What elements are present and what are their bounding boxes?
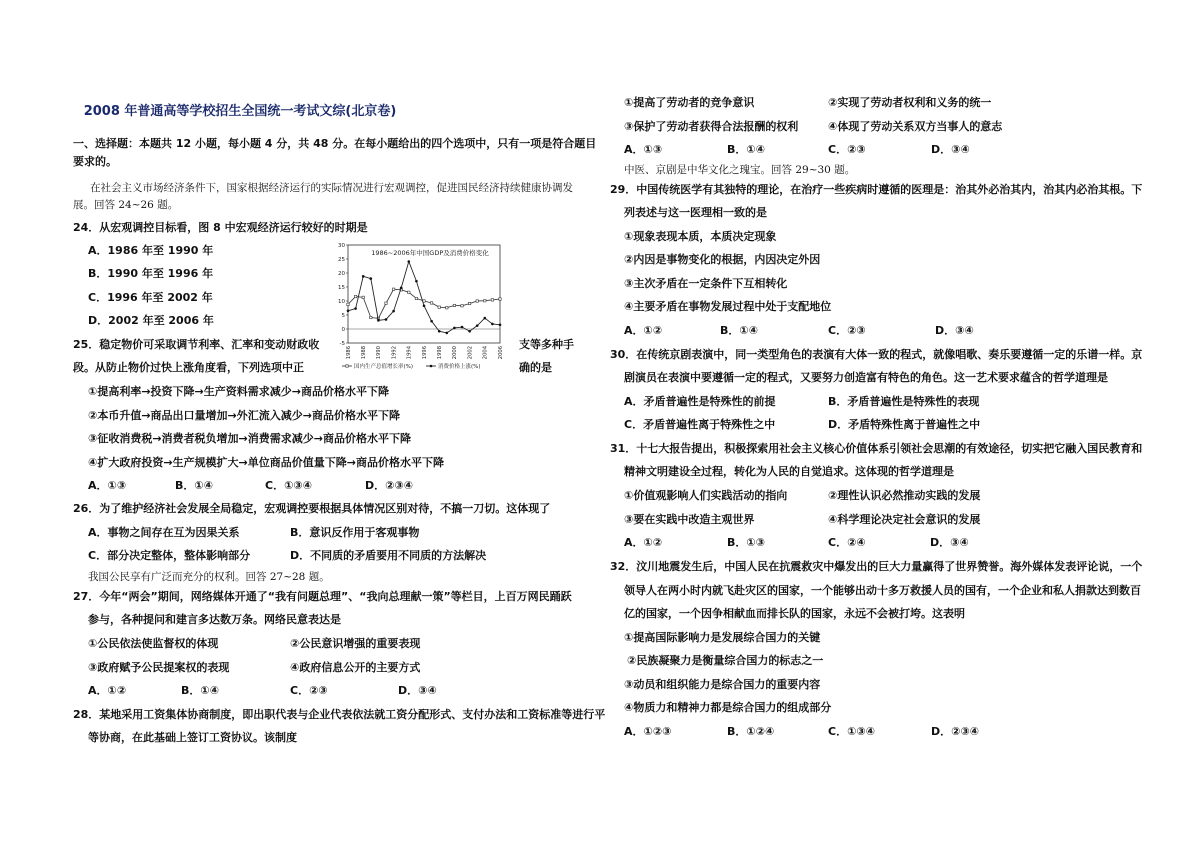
chart-y-tick-label: 15: [338, 285, 345, 291]
chart-point-series-1: [430, 302, 432, 304]
chart-x-tick-label: 1994: [406, 346, 413, 360]
q28-choice-c[interactable]: C．②③: [828, 143, 866, 156]
q31-choices: [624, 536, 1044, 550]
q30-option-c[interactable]: C．矛盾普遍性离于特殊性之中: [624, 418, 776, 431]
q32-stem-line1: 32．汶川地震发生后，中国人民在抗震救灾中爆发出的巨大力量赢得了世界赞誉。海外媒体发表评论说，一个: [610, 560, 1143, 573]
chart-point-series-1: [385, 302, 387, 304]
chart-point-series-2: [453, 327, 456, 330]
chart-point-series-1: [408, 291, 410, 293]
chart-legend-label-1: 国内生产总值增长率(%): [354, 364, 414, 370]
q32-item-3: ③动员和组织能力是综合国力的重要内容: [624, 678, 821, 691]
q31-item-4: ④科学理论决定社会意识的发展: [828, 513, 981, 526]
q26-option-a[interactable]: A．事物之间存在互为因果关系: [88, 526, 240, 539]
chart-point-series-1: [415, 297, 417, 299]
q29-choices: [624, 324, 1044, 338]
q26-option-d[interactable]: D．不同质的矛盾要用不同质的方法解决: [290, 549, 487, 562]
chart-y-tick-label: 20: [338, 271, 345, 277]
chart-y-tick-label: 5: [341, 313, 345, 319]
q25-choice-b[interactable]: B．①④: [175, 479, 214, 492]
chart-x-tick-label: 1988: [361, 346, 367, 360]
chart-point-series-2: [446, 332, 449, 335]
q32-choice-c[interactable]: C．①③④: [828, 725, 876, 738]
q27-item-2: ②公民意识增强的重要表现: [290, 637, 421, 650]
q25-item-2: ②本币升值→商品出口量增加→外汇流入减少→商品价格水平下降: [88, 409, 400, 422]
chart-point-series-2: [408, 260, 411, 263]
chart-point-series-2: [385, 318, 388, 321]
chart-point-series-2: [370, 277, 373, 280]
chart-y-tick-label: 10: [338, 299, 345, 305]
q26-stem: 26．为了维护经济社会发展全局稳定，宏观调控要根据具体情况区别对待，不搞一刀切。这体现了: [73, 502, 551, 515]
chart-x-tick-label: 1998: [437, 346, 443, 360]
q25-choice-d[interactable]: D．②③④: [365, 479, 414, 492]
q31-item-3: ③要在实践中改造主观世界: [624, 513, 755, 526]
q30-stem-line1: 30．在传统京剧表演中，同一类型角色的表演有大体一致的程式，就像唱歌、奏乐要遵循一定的乐谱一样。京: [610, 348, 1143, 361]
q32-item-4: ④物质力和精神力都是综合国力的组成部分: [624, 701, 832, 714]
q30-option-b[interactable]: B．矛盾普遍性是特殊性的表现: [828, 395, 980, 408]
q24-option-b[interactable]: B．1990 年至 1996 年: [88, 267, 214, 280]
chart-point-series-2: [400, 287, 403, 290]
q29-item-2: ②内因是事物变化的根据，内因决定外因: [624, 253, 821, 266]
chart-point-series-2: [354, 307, 357, 310]
chart-point-series-1: [370, 316, 372, 318]
chart-point-series-2: [499, 324, 502, 327]
chart-legend-marker-1: [346, 365, 348, 367]
q31-choice-c[interactable]: C．②④: [828, 536, 866, 549]
q31-item-1: ①价值观影响人们实践活动的指向: [624, 489, 788, 502]
chart-x-tick-label: 2006: [497, 346, 504, 360]
q28-choices: [624, 143, 1044, 157]
q28-item-3: ③保护了劳动者获得合法报酬的权利: [624, 120, 799, 133]
q29-choice-d[interactable]: D．③④: [935, 324, 974, 337]
chart-point-series-2: [362, 275, 365, 278]
q30-option-d[interactable]: D．矛盾特殊性离于普遍性之中: [828, 418, 981, 431]
q27-item-4: ④政府信息公开的主要方式: [290, 661, 421, 674]
q32-stem-line3: 亿的国家，一个因争相献血而排长队的国家，永远不会被打垮。这表明: [624, 607, 965, 620]
chart-point-series-1: [476, 300, 478, 302]
intro-29: 中医、京剧是中华文化之瑰宝。回答 29~30 题。: [624, 164, 856, 176]
chart-point-series-1: [438, 306, 440, 308]
chart-x-tick-label: 1990: [376, 346, 383, 360]
chart-point-series-2: [461, 326, 464, 329]
q32-choice-b[interactable]: B．①②④: [727, 725, 775, 738]
chart-point-series-2: [392, 310, 395, 313]
chart-plot-frame: [348, 245, 500, 343]
chart-point-series-2: [377, 319, 380, 322]
chart-x-tick-label: 1996: [421, 346, 428, 360]
q25-stem-a: 25．稳定物价可采取调节利率、汇率和变动财政收: [73, 338, 320, 351]
q24-option-a[interactable]: A．1986 年至 1990 年: [88, 244, 214, 257]
q24-stem: 24．从宏观调控目标看，图 8 中宏观经济运行较好的时期是: [73, 221, 368, 234]
chart-title: 1986~2006年中国GDP及消费价格变化: [371, 249, 489, 257]
chart-y-tick-label: 0: [341, 327, 345, 333]
chart-point-series-1: [392, 288, 394, 290]
q29-choice-b[interactable]: B．①④: [720, 324, 759, 337]
chart-legend-marker-2: [430, 365, 433, 368]
q31-stem-line1: 31．十七大报告提出，积极探索用社会主义核心价值体系引领社会思潮的有效途径，切实把它融入国民教育和: [610, 442, 1143, 455]
q27-stem-line2: 参与，各种提问和建言多达数万条。网络民意表达是: [88, 613, 341, 626]
chart-point-series-1: [499, 298, 501, 300]
q28-choice-d[interactable]: D．③④: [931, 143, 970, 156]
q25-choice-c[interactable]: C．①③④: [265, 479, 313, 492]
section-header-line2: 要求的。: [73, 155, 117, 168]
q31-choice-d[interactable]: D．③④: [930, 536, 969, 549]
q30-stem-line2: 剧演员在表演中要遵循一定的程式，又要努力创造富有特色的角色。这一艺术要求蕴含的哲学道理是: [624, 371, 1108, 384]
q28-stem-line1: 28．某地采用工资集体协商制度，即出职代表与企业代表依法就工资分配形式、支付办法和工资标准等进行平: [73, 708, 606, 721]
chart-point-series-1: [362, 296, 364, 298]
q26-option-b[interactable]: B．意识反作用于客观事物: [290, 526, 420, 539]
intro-24-line2: 展。回答 24~26 题。: [73, 199, 179, 211]
chart-point-series-1: [484, 300, 486, 302]
page-title: 2008 年普通高等学校招生全国统一考试文综(北京卷): [83, 104, 397, 119]
q29-choice-a[interactable]: A．①②: [624, 324, 663, 337]
q25-item-4: ④扩大政府投资→生产规模扩大→单位商品价值量下降→商品价格水平下降: [88, 456, 444, 469]
q29-item-1: ①现象表现本质，本质决定现象: [624, 230, 777, 243]
q31-stem-line2: 精神文明建设全过程，转化为人民的自觉追求。这体现的哲学道理是: [624, 465, 954, 478]
q31-item-2: ②理性认识必然推动实践的发展: [828, 489, 981, 502]
q27-choice-b[interactable]: B．①④: [181, 684, 220, 697]
chart-point-series-2: [347, 310, 350, 313]
q29-stem-line1: 29．中国传统医学有其独特的理论，在治疗一些疾病时遵循的医理是：治其外必治其内，治其内必治其根。下: [610, 183, 1143, 196]
chart-point-series-2: [438, 330, 441, 333]
q24-option-d[interactable]: D．2002 年至 2006 年: [88, 314, 214, 327]
chart-point-series-2: [476, 324, 479, 327]
chart-x-tick-label: 2000: [452, 346, 459, 360]
q28-item-2: ②实现了劳动者权利和义务的统一: [828, 96, 992, 109]
q28-choice-a[interactable]: A．①③: [624, 143, 663, 156]
chart-legend-label-2: 消费价格上涨(%): [438, 364, 481, 370]
q27-choice-a[interactable]: A．①②: [88, 684, 127, 697]
chart-y-tick-label: 30: [338, 243, 345, 249]
chart-point-series-2: [415, 280, 418, 283]
q32-choice-d[interactable]: D．②③④: [931, 725, 980, 738]
chart-svg: [326, 237, 506, 373]
chart-point-series-2: [468, 330, 471, 333]
q26-option-c[interactable]: C．部分决定整体，整体影响部分: [88, 549, 251, 562]
chart-x-tick-label: 1986: [345, 346, 352, 360]
q29-item-4: ④主要矛盾在事物发展过程中处于支配地位: [624, 300, 832, 313]
q29-item-3: ③主次矛盾在一定条件下互相转化: [624, 277, 788, 290]
q27-item-3: ③政府赋予公民提案权的表现: [88, 661, 230, 674]
chart-point-series-2: [484, 317, 487, 320]
chart-point-series-1: [461, 305, 463, 307]
chart-point-series-1: [446, 307, 448, 309]
q27-item-1: ①公民依法使监督权的体现: [88, 637, 219, 650]
q27-choice-c[interactable]: C．②③: [290, 684, 328, 697]
q24-option-c[interactable]: C．1996 年至 2002 年: [88, 291, 213, 304]
chart-point-series-2: [423, 304, 426, 307]
chart-x-tick-label: 2002: [467, 346, 474, 360]
q28-item-4: ④体现了劳动关系双方当事人的意志: [828, 120, 1003, 133]
q25-choices: [88, 479, 508, 493]
q28-choice-b[interactable]: B．①④: [727, 143, 766, 156]
chart-point-series-1: [468, 302, 470, 304]
q31-choice-b[interactable]: B．①③: [727, 536, 766, 549]
q25-item-1: ①提高利率→投资下降→生产资料需求减少→商品价格水平下降: [88, 385, 389, 398]
q27-stem-line1: 27．今年“两会”期间，网络媒体开通了“我有问题总理”、“我向总理献一策”等栏目，上百万网民踊跃: [73, 590, 572, 603]
gdp-cpi-chart: [326, 237, 506, 373]
chart-series-line-1: [348, 289, 500, 318]
q29-choice-c[interactable]: C．②③: [828, 324, 866, 337]
q32-choices: [624, 725, 1044, 739]
intro-24-line1: 在社会主义市场经济条件下，国家根据经济运行的实际情况进行宏观调控，促进国民经济持续健康协调发: [90, 182, 573, 194]
chart-point-series-2: [491, 323, 494, 326]
q28-stem-line2: 等协商，在此基础上签订工资协议。该制度: [88, 731, 297, 744]
q25-stem-c: 段。从防止物价过快上涨角度看，下列选项中正: [73, 361, 304, 374]
section-header-line1: 一、选择题：本题共 12 小题，每小题 4 分，共 48 分。在每小题给出的四个选项中，只有一项是符合题目: [73, 137, 597, 150]
q25-stem-b: 支等多种手: [519, 338, 574, 351]
q30-option-a[interactable]: A．矛盾普遍性是特殊性的前提: [624, 395, 776, 408]
q29-stem-line2: 列表述与这一医理相一致的是: [624, 206, 767, 219]
chart-y-tick-label: -5: [339, 341, 345, 347]
chart-x-tick-label: 2004: [482, 346, 489, 360]
q32-choice-a[interactable]: A．①②③: [624, 725, 672, 738]
chart-x-tick-label: 1992: [391, 346, 398, 360]
chart-point-series-1: [491, 299, 493, 301]
chart-point-series-1: [354, 295, 356, 297]
q25-choice-a[interactable]: A．①③: [88, 479, 127, 492]
chart-series-line-2: [348, 262, 500, 333]
q25-stem-d: 确的是: [519, 361, 552, 374]
chart-point-series-2: [430, 320, 433, 323]
q32-item-1: ①提高国际影响力是发展综合国力的关键: [624, 631, 821, 644]
q25-item-3: ③征收消费税→消费者税负增加→消费需求减少→商品价格水平下降: [88, 432, 411, 445]
q28-item-1: ①提高了劳动者的竞争意识: [624, 96, 755, 109]
chart-y-tick-label: 25: [338, 257, 345, 263]
q27-choices: [88, 684, 508, 698]
chart-point-series-1: [347, 303, 349, 305]
q32-stem-line2: 领导人在两小时内就飞赴灾区的国家，一个能够出动十多万救援人员的国有，一个企业和私人捐款达到数百: [624, 584, 1141, 597]
q31-choice-a[interactable]: A．①②: [624, 536, 663, 549]
chart-point-series-1: [453, 304, 455, 306]
intro-27: 我国公民享有广泛而充分的权利。回答 27~28 题。: [88, 571, 330, 583]
q27-choice-d[interactable]: D．③④: [398, 684, 437, 697]
q32-item-2: ②民族凝聚力是衡量综合国力的标志之一: [627, 654, 824, 667]
